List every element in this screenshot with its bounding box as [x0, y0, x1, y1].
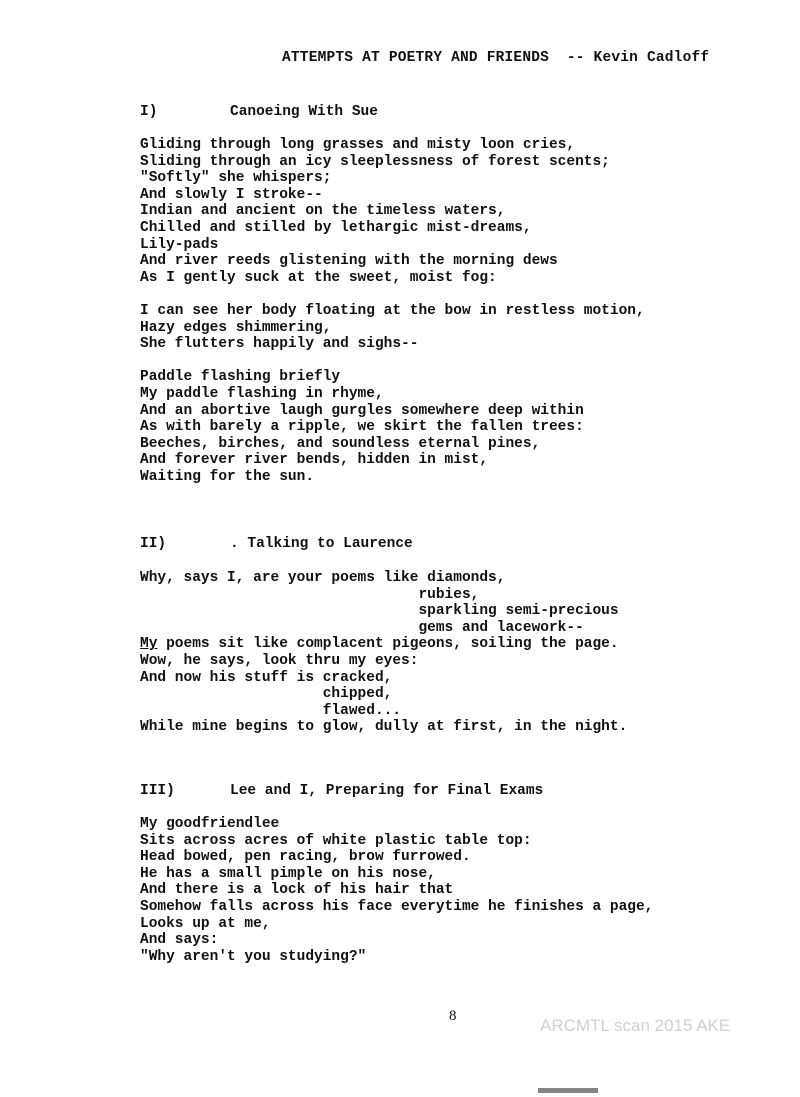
- poem-line: Head bowed, pen racing, brow furrowed.: [140, 849, 471, 866]
- poem-line: He has a small pimple on his nose,: [140, 865, 436, 882]
- section-heading-2: . Talking to Laurence: [230, 536, 413, 552]
- section-title-3: [140, 783, 543, 799]
- poem-line: My paddle flashing in rhyme,: [140, 385, 384, 402]
- stanza-break: [140, 353, 645, 370]
- poem-line: Wow, he says, look thru my eyes:: [140, 652, 419, 669]
- poem-line: Waiting for the sun.: [140, 468, 315, 485]
- page-number: 8: [449, 1008, 457, 1024]
- poem-line: chipped,: [140, 686, 393, 703]
- poem-line: She flutters happily and sighs--: [140, 336, 419, 353]
- poem-line: [140, 636, 627, 653]
- poem-line: And slowly I stroke--: [140, 186, 323, 203]
- poem-line: While mine begins to glow, dully at first, in the night.: [140, 719, 628, 736]
- poem-line: Indian and ancient on the timeless waters,: [140, 203, 506, 220]
- poem-line: And now his stuff is cracked,: [140, 669, 393, 686]
- poem-3: [140, 816, 653, 965]
- poem-line: As with barely a ripple, we skirt the fallen trees:: [140, 419, 584, 436]
- poem-line: gems and lacework--: [140, 619, 584, 636]
- section-heading-3: Lee and I, Preparing for Final Exams: [230, 783, 544, 799]
- poem-line: "Why aren't you studying?": [140, 948, 367, 965]
- section-number-3: III): [140, 783, 175, 799]
- poem-line: Somehow falls across his face everytime he finishes a page,: [140, 898, 654, 915]
- poem-line: flawed...: [140, 702, 402, 719]
- poem-line: rubies,: [140, 586, 480, 603]
- underlined-word: My: [140, 636, 158, 653]
- poem-line: Hazy edges shimmering,: [140, 319, 332, 336]
- section-number-1: I): [140, 104, 158, 120]
- section-heading-1: Canoeing With Sue: [230, 104, 378, 120]
- poem-1: [140, 137, 645, 485]
- poem-line: And forever river bends, hidden in mist,: [140, 452, 489, 469]
- section-number-2: II): [140, 536, 167, 552]
- poem-line: Gliding through long grasses and misty loon cries,: [140, 137, 576, 153]
- section-title-2: [140, 536, 413, 552]
- poem-line: I can see her body floating at the bow in restless motion,: [140, 302, 645, 319]
- poem-line-rest: poems sit like complacent pigeons, soiling the page.: [166, 636, 619, 653]
- poem-line: sparkling semi-precious: [140, 603, 619, 620]
- poem-line: And there is a lock of his hair that: [140, 882, 454, 899]
- poem-line: And an abortive laugh gurgles somewhere deep within: [140, 402, 584, 419]
- poem-line: Why, says I, are your poems like diamonds,: [140, 570, 506, 586]
- poem-line: Chilled and stilled by lethargic mist-dreams,: [140, 219, 532, 236]
- poem-line: And says:: [140, 932, 219, 949]
- page-header: ATTEMPTS AT POETRY AND FRIENDS -- Kevin Cadloff: [282, 50, 710, 66]
- poem-2: [140, 570, 627, 736]
- poem-line: Looks up at me,: [140, 915, 271, 932]
- ink-smudge: [538, 1088, 598, 1093]
- poem-line: Sliding through an icy sleeplessness of forest scents;: [140, 153, 610, 170]
- poem-line: Sits across acres of white plastic table top:: [140, 832, 532, 849]
- poem-line: Lily-pads: [140, 236, 219, 253]
- poem-line: Beeches, birches, and soundless eternal pines,: [140, 435, 541, 452]
- section-title-1: [140, 104, 378, 120]
- poem-line: Paddle flashing briefly: [140, 369, 341, 386]
- poem-line: As I gently suck at the sweet, moist fog:: [140, 269, 497, 286]
- stanza-break: [140, 286, 645, 303]
- poem-line: "Softly" she whispers;: [140, 170, 332, 187]
- scan-watermark: ARCMTL scan 2015 AKE: [540, 1016, 731, 1035]
- poem-line: And river reeds glistening with the morning dews: [140, 253, 558, 270]
- poem-line: My goodfriendlee: [140, 816, 280, 832]
